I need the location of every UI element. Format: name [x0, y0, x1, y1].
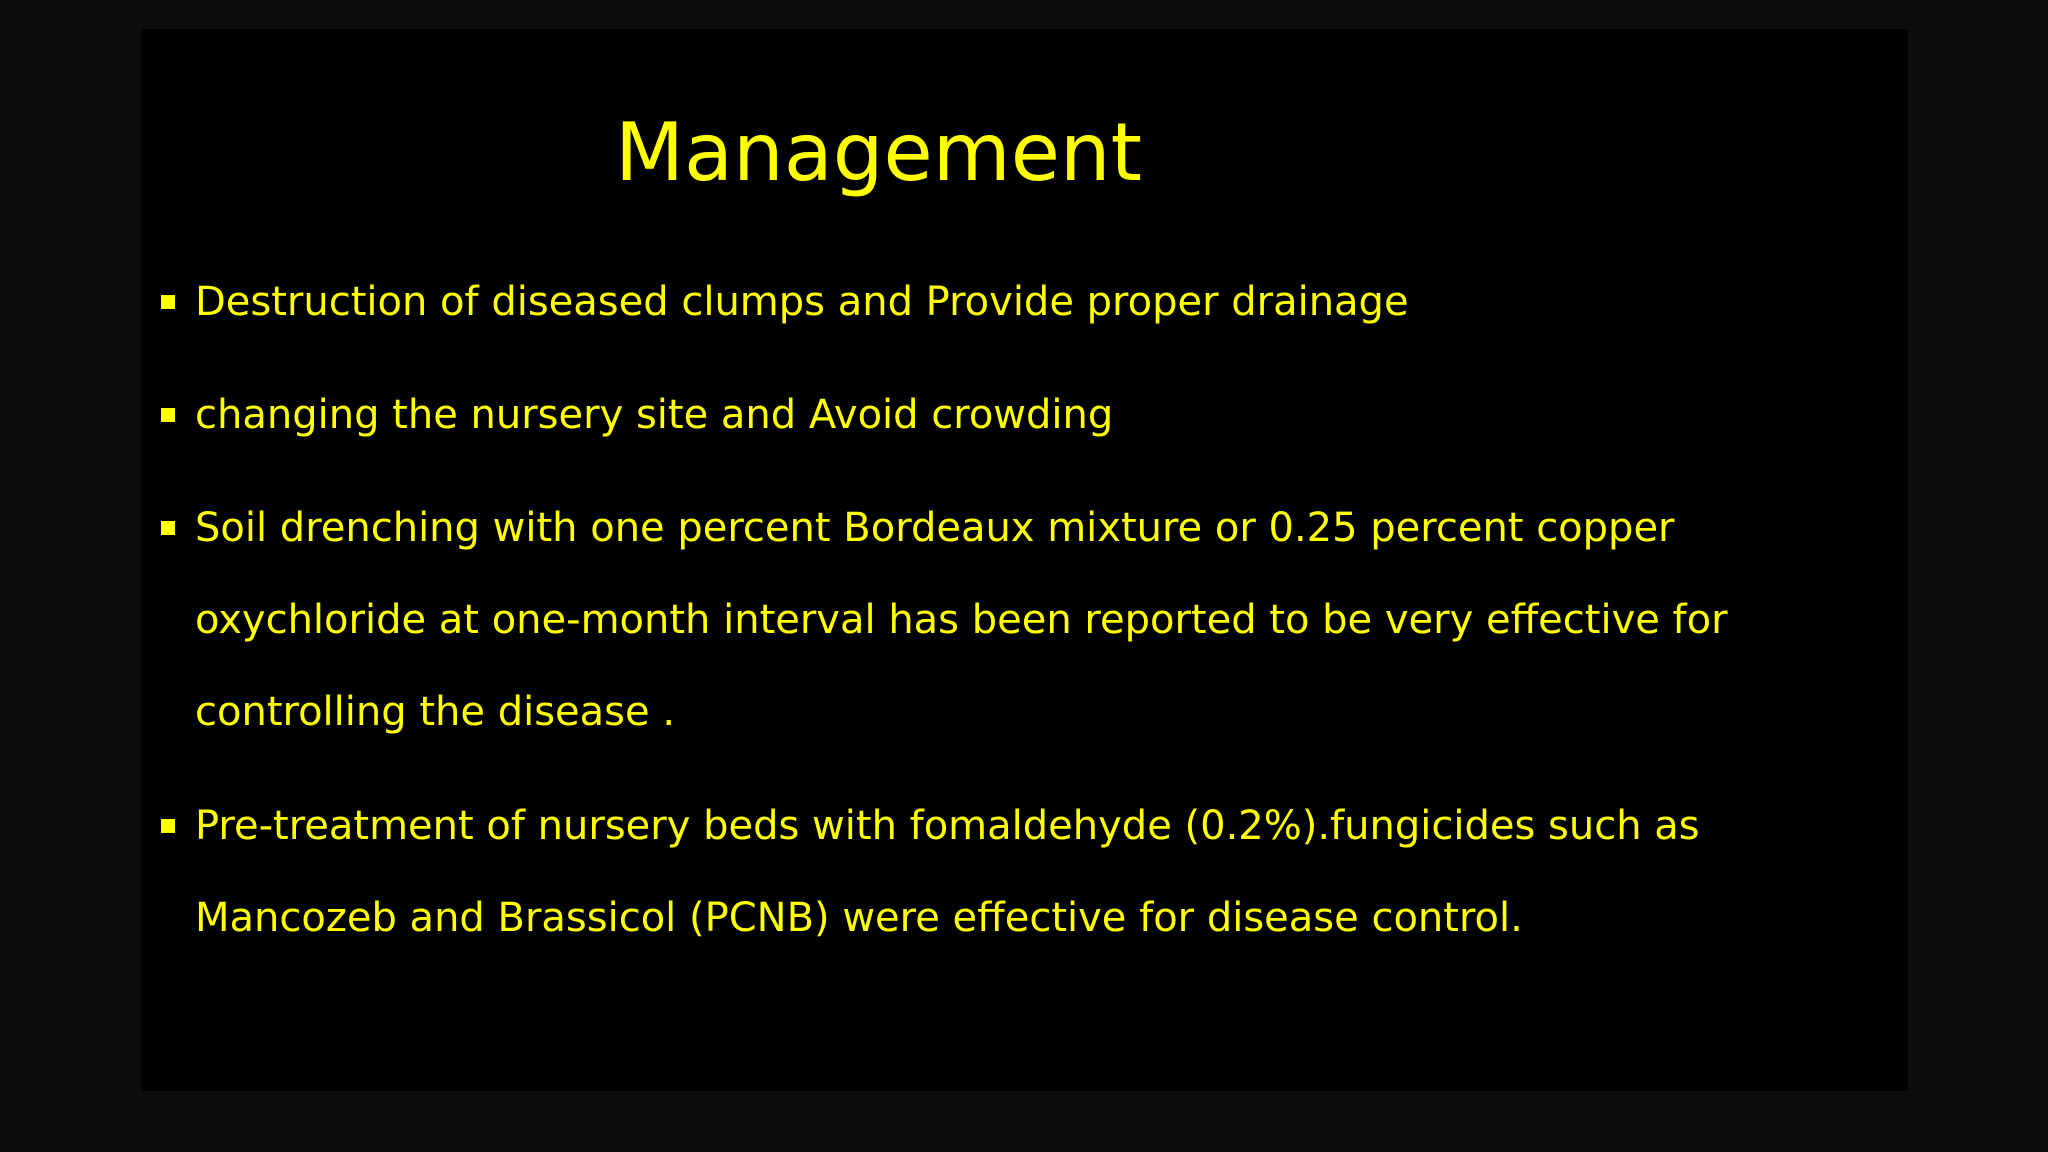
bullet-text: [195, 369, 1835, 461]
square-bullet-icon: [161, 819, 175, 833]
square-bullet-icon: [161, 408, 175, 422]
slide-title: Management: [615, 106, 1142, 199]
bullet-line: controlling the disease .: [195, 689, 676, 735]
slide: [141, 29, 1908, 1091]
bullet-text: [195, 780, 1835, 964]
square-bullet-icon: [161, 521, 175, 535]
bullet-line: changing the nursery site and Avoid crowding: [195, 392, 1114, 438]
bullet-line: Mancozeb and Brassicol (PCNB) were effective for disease control.: [195, 895, 1523, 941]
bullet-text: [195, 256, 1835, 348]
bullet-text: [195, 482, 1835, 758]
square-bullet-icon: [161, 295, 175, 309]
bullet-line: Pre-treatment of nursery beds with fomaldehyde (0.2%).fungicides such as: [195, 803, 1700, 849]
bullet-line: oxychloride at one-month interval has been reported to be very effective for: [195, 597, 1728, 643]
bullet-line: Soil drenching with one percent Bordeaux mixture or 0.25 percent copper: [195, 505, 1675, 551]
bullet-line: Destruction of diseased clumps and Provide proper drainage: [195, 279, 1409, 325]
